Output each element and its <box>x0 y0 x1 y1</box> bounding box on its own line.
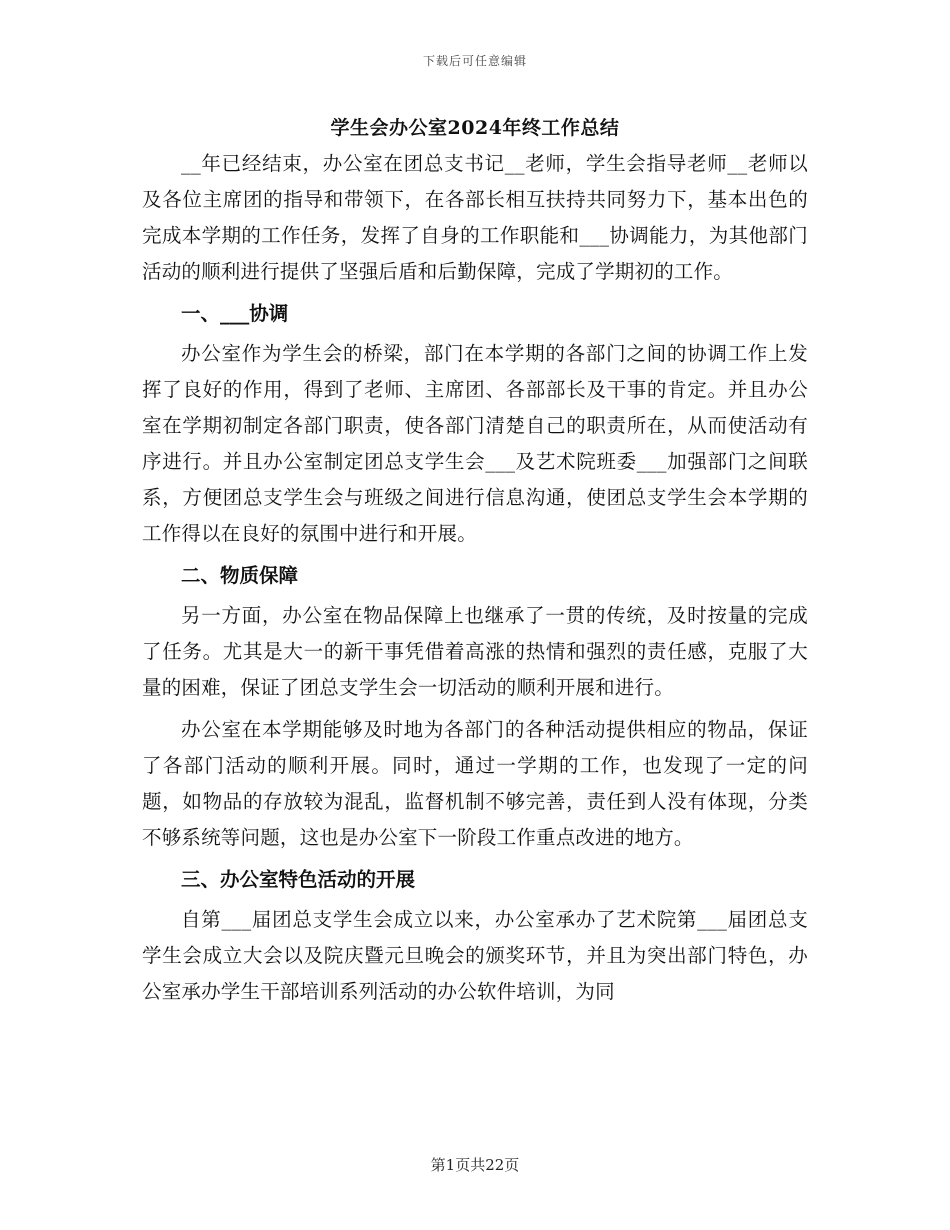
intro-paragraph: __年已经结束，办公室在团总支书记__老师，学生会指导老师__老师以及各位主席团的指导和带领下，在各部长相互扶持共同努力下，基本出色的完成本学期的工作任务，发挥了自身的工作职能和___协调能力，为其他部门活动的顺利进行提供了坚强后盾和后勤保障，完成了学期初的工作。 <box>142 152 808 283</box>
document-title: 学生会办公室2024年终工作总结 <box>330 117 620 139</box>
section-activities-paragraph: 自第___届团总支学生会成立以来，办公室承办了艺术院第___届团总支学生会成立大会以及院庆暨元旦晚会的颁奖环节，并且为突出部门特色，办公室承办学生干部培训系列活动的办公软件培训，为同 <box>142 908 808 1003</box>
document-body <box>142 110 808 1010</box>
section-coordination-paragraph: 办公室作为学生会的桥梁，部门在本学期的各部门之间的协调工作上发挥了良好的作用，得到了老师、主席团、各部部长及干事的肯定。并且办公室在学期初制定各部门职责，使各部门清楚自己的职责所在，从而使活动有序进行。并且办公室制定团总支学生会___及艺术院班委___加强部门之间联系，方便团总支学生会与班级之间进行信息沟通，使团总支学生会本学期的工作得以在良好的氛围中进行和开展。 <box>142 342 808 545</box>
page-number: 第1页共22页 <box>430 1156 520 1174</box>
section-material-paragraph-1: 另一方面，办公室在物品保障上也继承了一贯的传统，及时按量的完成了任务。尤其是大一的新干事凭借着高涨的热情和强烈的责任感，克服了大量的困难，保证了团总支学生会一切活动的顺利开展和进行。 <box>142 604 808 699</box>
section-heading-coordination: 一、___协调 <box>181 302 289 325</box>
page-header-note: 下载后可任意编辑 <box>422 54 527 68</box>
section-heading-material-support: 二、物质保障 <box>181 564 299 587</box>
section-heading-special-activities: 三、办公室特色活动的开展 <box>181 868 416 891</box>
section-material-paragraph-2: 办公室在本学期能够及时地为各部门的各种活动提供相应的物品，保证了各部门活动的顺利开展。同时，通过一学期的工作，也发现了一定的问题，如物品的存放较为混乱，监督机制不够完善，责任到人没有体现，分类不够系统等问题，这也是办公室下一阶段工作重点改进的地方。 <box>142 718 808 849</box>
